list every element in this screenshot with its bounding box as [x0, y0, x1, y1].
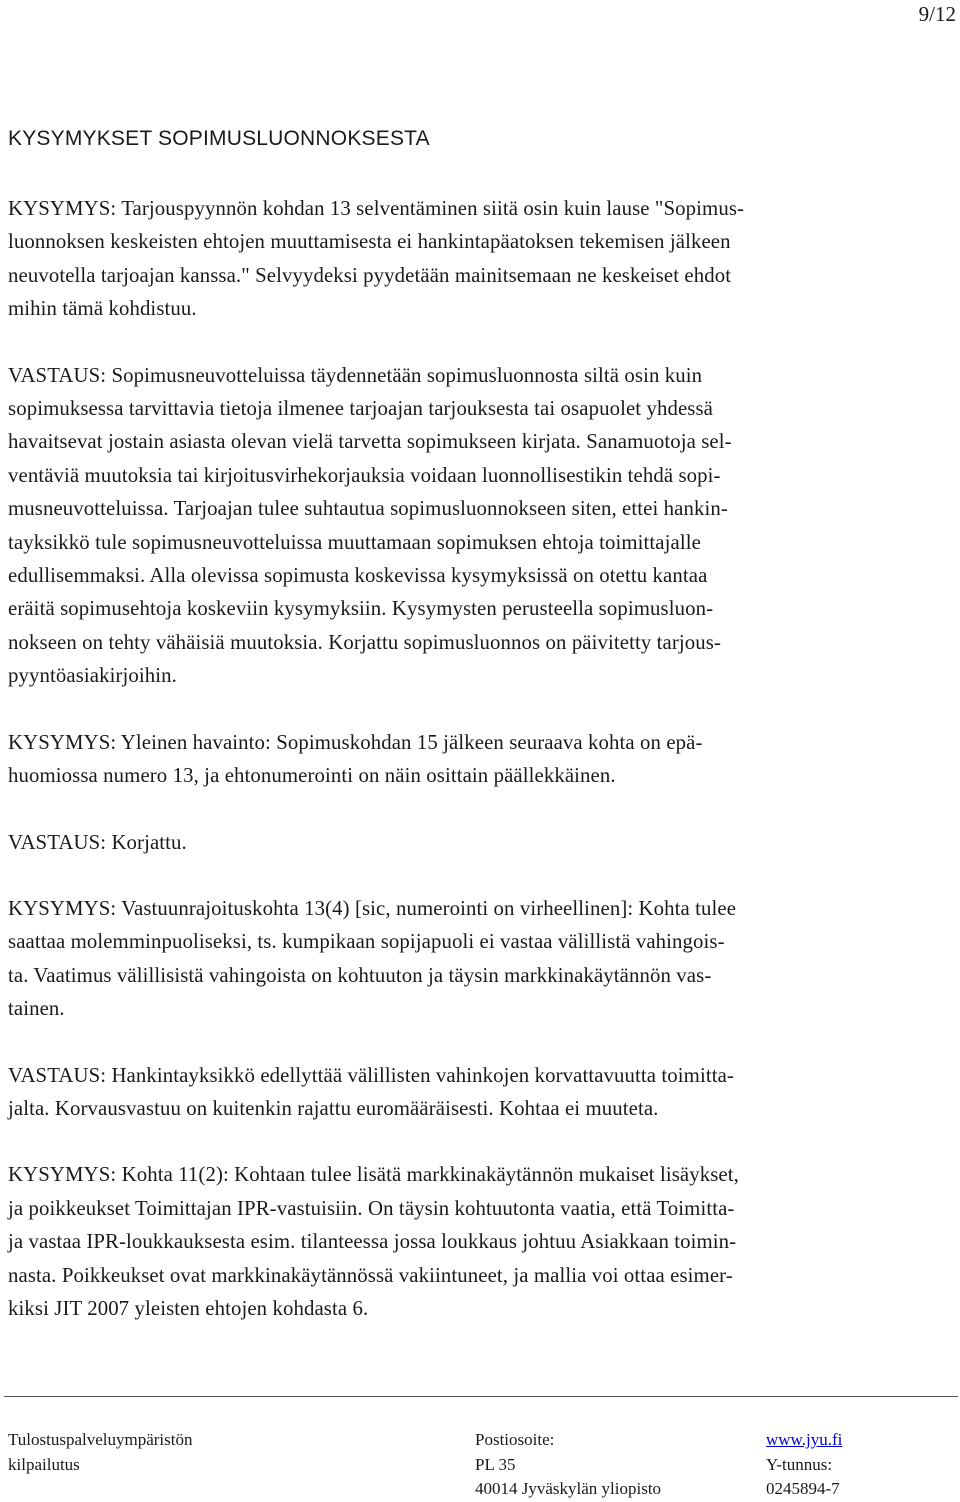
- paragraph-line: pyyntöasiakirjoihin.: [8, 664, 177, 688]
- paragraph-line: ja vastaa IPR-loukkauksesta esim. tilanteessa jossa loukkaus johtuu Asiakkaan toimin-: [8, 1230, 737, 1254]
- paragraph-line: kiksi JIT 2007 yleisten ehtojen kohdasta 6.: [8, 1296, 369, 1320]
- paragraph-line: nokseen on tehty vähäisiä muutoksia. Korjattu sopimusluonnos on päivitetty tarjous-: [8, 630, 721, 654]
- paragraph-line: KYSYMYS: Tarjouspyynnön kohdan 13 selventäminen siitä osin kuin lause "Sopimus-: [8, 197, 745, 220]
- paragraph-line: neuvotella tarjoajan kanssa." Selvyydeksi pyydetään mainitsemaan ne keskeiset ehdot: [8, 263, 732, 287]
- paragraph-line: havaitsevat jostain asiasta olevan vielä tarvetta sopimukseen kirjata. Sanamuotoja sel-: [8, 430, 732, 454]
- paragraph-line: eräitä sopimusehtoja koskeviin kysymyksiin. Kysymysten perusteella sopimusluon-: [8, 597, 714, 621]
- paragraph: [8, 726, 953, 793]
- paragraph-line: ja poikkeukset Toimittajan IPR-vastuisiin. On täysin kohtuutonta vaatia, että Toimitta-: [8, 1196, 735, 1220]
- paragraph-line: saattaa molemminpuoliseksi, ts. kumpikaan sopijapuoli ei vastaa välillistä vahingois-: [8, 930, 725, 954]
- page-heading: KYSYMYKSET SOPIMUSLUONNOKSESTA: [8, 127, 430, 150]
- paragraph-line: jalta. Korvausvastuu on kuitenkin rajattu euromääräisesti. Kohtaa ei muuteta.: [8, 1096, 659, 1120]
- paragraph-line: edullisemmaksi. Alla olevissa sopimusta koskevissa kysymyksissä on otettu kantaa: [8, 564, 708, 588]
- footer-contact: [766, 1428, 842, 1502]
- footer-divider: [4, 1396, 958, 1397]
- paragraph-line: KYSYMYS: Vastuunrajoituskohta 13(4) [sic, numerointi on virheellinen]: Kohta tulee: [8, 896, 737, 920]
- paragraph: [8, 892, 953, 1026]
- paragraph: [8, 192, 953, 326]
- paragraph-line: KYSYMYS: Yleinen havainto: Sopimuskohdan 15 jälkeen seuraava kohta on epä-: [8, 730, 703, 754]
- footer-text: Postiosoite:: [475, 1430, 555, 1449]
- paragraph-line: VASTAUS: Sopimusneuvotteluissa täydennetään sopimusluonnosta siltä osin kuin: [8, 363, 703, 387]
- paragraph: [8, 1059, 953, 1126]
- website-link[interactable]: www.jyu.fi: [766, 1430, 843, 1449]
- paragraph-line: VASTAUS: Korjattu.: [8, 830, 187, 854]
- footer-address: [475, 1428, 661, 1502]
- paragraph-line: luonnoksen keskeisten ehtojen muuttamisesta ei hankintapäatoksen tekemisen jälkeen: [8, 230, 731, 254]
- footer-text: Y-tunnus:: [766, 1454, 833, 1474]
- footer-text: 0245894-7: [766, 1479, 840, 1498]
- page-number: 9/12: [918, 2, 956, 26]
- paragraph-line: tainen.: [8, 997, 65, 1021]
- paragraph-line: ventäviä muutoksia tai kirjoitusvirhekorjauksia voidaan luonnollisestikin tehdä sopi-: [8, 463, 721, 487]
- paragraph: [8, 359, 953, 693]
- paragraph: [8, 826, 953, 859]
- paragraph-line: VASTAUS: Hankintayksikkö edellyttää välillisten vahinkojen korvattavuutta toimitta-: [8, 1063, 734, 1087]
- paragraph-line: mihin tämä kohdistuu.: [8, 297, 197, 321]
- footer-text: Tulostuspalveluympäristön: [8, 1430, 193, 1449]
- paragraph-line: nasta. Poikkeukset ovat markkinakäytännössä vakiintuneet, ja mallia voi ottaa esimer-: [8, 1263, 733, 1287]
- document-body: [8, 192, 953, 1358]
- footer-organization: [8, 1428, 193, 1477]
- paragraph-line: ta. Vaatimus välillisistä vahingoista on kohtuuton ja täysin markkinakäytännön vas-: [8, 963, 712, 987]
- paragraph-line: huomiossa numero 13, ja ehtonumerointi on näin osittain päällekkäinen.: [8, 764, 616, 788]
- paragraph-line: tayksikkö tule sopimusneuvotteluissa muuttamaan sopimuksen ehtoja toimittajalle: [8, 530, 701, 554]
- footer-text: PL 35: [475, 1454, 516, 1474]
- paragraph-line: sopimuksessa tarvittavia tietoja ilmenee tarjoajan tarjouksesta tai osapuolet yhdessä: [8, 397, 713, 421]
- footer-text: 40014 Jyväskylän yliopisto: [475, 1479, 662, 1498]
- paragraph: [8, 1158, 953, 1325]
- paragraph-line: musneuvotteluissa. Tarjoajan tulee suhtautua sopimusluonnokseen siten, ettei hankin-: [8, 497, 728, 521]
- footer-text: kilpailutus: [8, 1454, 80, 1474]
- paragraph-line: KYSYMYS: Kohta 11(2): Kohtaan tulee lisätä markkinakäytännön mukaiset lisäykset,: [8, 1163, 739, 1187]
